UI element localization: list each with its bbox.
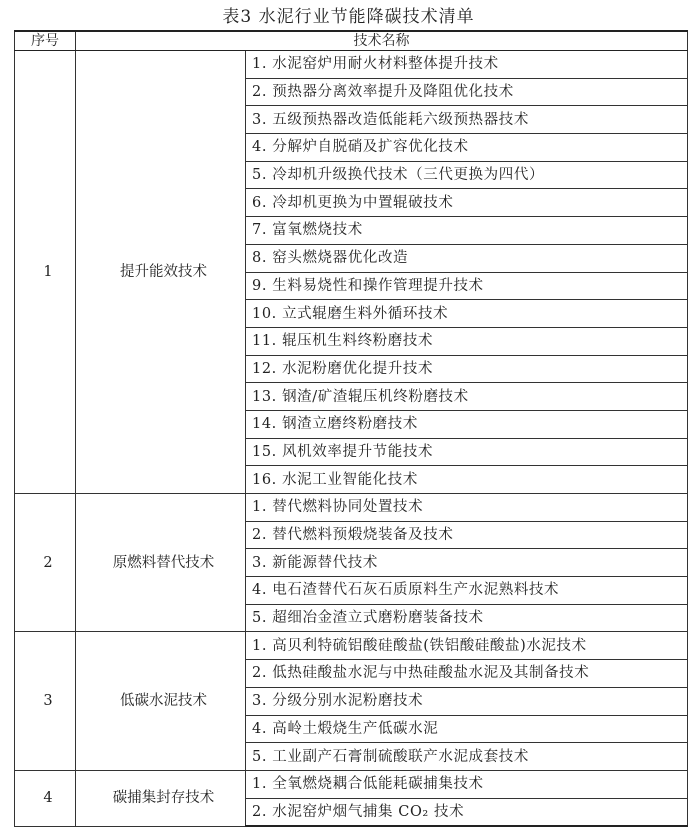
technology-item: 1. 替代燃料协同处置技术: [246, 494, 688, 522]
technology-item: 3. 五级预热器改造低能耗六级预热器技术: [246, 106, 688, 134]
technology-item: 5. 冷却机升级换代技术（三代更换为四代）: [246, 161, 688, 189]
technology-item: 2. 预热器分离效率提升及降阻优化技术: [246, 78, 688, 106]
technology-item: 16. 水泥工业智能化技术: [246, 466, 688, 494]
group-category: 低碳水泥技术: [76, 632, 246, 770]
technology-item: 2. 水泥窑炉烟气捕集 CO₂ 技术: [246, 798, 688, 826]
technology-item: 1. 全氧燃烧耦合低能耗碳捕集技术: [246, 770, 688, 798]
technology-item: 7. 富氧燃烧技术: [246, 217, 688, 245]
technology-item: 13. 钢渣/矿渣辊压机终粉磨技术: [246, 383, 688, 411]
technology-item: 14. 钢渣立磨终粉磨技术: [246, 410, 688, 438]
technology-item: 6. 冷却机更换为中置辊破技术: [246, 189, 688, 217]
technology-item: 4. 电石渣替代石灰石质原料生产水泥熟料技术: [246, 577, 688, 605]
technology-table: [14, 30, 688, 827]
technology-item: 5. 超细冶金渣立式磨粉磨装备技术: [246, 604, 688, 632]
technology-item: 1. 水泥窑炉用耐火材料整体提升技术: [246, 51, 688, 79]
technology-item: 1. 高贝利特硫铝酸硅酸盐(铁铝酸硅酸盐)水泥技术: [246, 632, 688, 660]
group-index: 4: [15, 770, 76, 826]
technology-item: 10. 立式辊磨生料外循环技术: [246, 300, 688, 328]
table-row: [15, 632, 688, 660]
technology-item: 4. 分解炉自脱硝及扩容优化技术: [246, 134, 688, 162]
technology-item: 2. 低热硅酸盐水泥与中热硅酸盐水泥及其制备技术: [246, 660, 688, 688]
group-category: 碳捕集封存技术: [76, 770, 246, 826]
table-header-row: [15, 31, 688, 51]
header-technology-name: 技术名称: [76, 31, 688, 51]
group-category: 提升能效技术: [76, 51, 246, 494]
header-index: 序号: [15, 31, 76, 51]
table-title: 表3 水泥行业节能降碳技术清单: [222, 7, 475, 27]
table-row: [15, 494, 688, 522]
technology-item: 9. 生料易烧性和操作管理提升技术: [246, 272, 688, 300]
group-index: 1: [15, 51, 76, 494]
table-row: [15, 51, 688, 79]
group-index: 2: [15, 494, 76, 632]
technology-item: 4. 高岭土煅烧生产低碳水泥: [246, 715, 688, 743]
technology-item: 8. 窑头燃烧器优化改造: [246, 244, 688, 272]
technology-item: 15. 风机效率提升节能技术: [246, 438, 688, 466]
technology-item: 5. 工业副产石膏制硫酸联产水泥成套技术: [246, 743, 688, 771]
technology-item: 3. 分级分别水泥粉磨技术: [246, 687, 688, 715]
technology-item: 11. 辊压机生料终粉磨技术: [246, 327, 688, 355]
technology-item: 3. 新能源替代技术: [246, 549, 688, 577]
table-row: [15, 770, 688, 798]
table-body: [15, 51, 688, 827]
technology-item: 12. 水泥粉磨优化提升技术: [246, 355, 688, 383]
group-index: 3: [15, 632, 76, 770]
group-category: 原燃料替代技术: [76, 494, 246, 632]
technology-item: 2. 替代燃料预煅烧装备及技术: [246, 521, 688, 549]
